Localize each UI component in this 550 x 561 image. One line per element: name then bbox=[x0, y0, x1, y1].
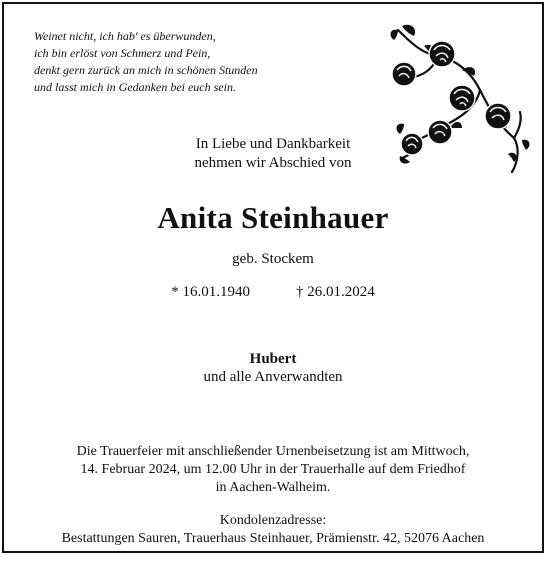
life-dates bbox=[4, 284, 542, 301]
condolence-heading: Kondolenzadresse: bbox=[219, 513, 327, 528]
condolence-address-line: Bestattungen Sauren, Trauerhaus Steinhauer, Prämienstr. 42, 52076 Aachen bbox=[61, 531, 485, 546]
poem-line: und lasst mich in Gedanken bei euch sein. bbox=[34, 80, 236, 94]
death-date: † 26.01.2024 bbox=[296, 284, 375, 300]
poem-line: denkt gern zurück an mich in schönen Stunden bbox=[34, 63, 258, 77]
deceased-name: Anita Steinhauer bbox=[157, 200, 389, 235]
intro-line: In Liebe und Dankbarkeit bbox=[195, 136, 351, 152]
poem-line: Weinet nicht, ich hab' es überwunden, bbox=[34, 29, 216, 43]
birth-name: geb. Stockem bbox=[232, 251, 314, 267]
poem bbox=[34, 28, 258, 96]
ceremony-line: Die Trauerfeier mit anschließender Urnenbeisetzung ist am Mittwoch, bbox=[76, 444, 470, 459]
intro-text bbox=[4, 135, 542, 173]
birth-date: * 16.01.1940 bbox=[171, 284, 250, 300]
mourners bbox=[4, 350, 542, 386]
poem-line: ich bin erlöst von Schmerz und Pein, bbox=[34, 46, 211, 60]
ceremony-line: in Aachen-Walheim. bbox=[215, 480, 331, 495]
mourner-others: und alle Anverwandten bbox=[203, 369, 343, 385]
ceremony-line: 14. Februar 2024, um 12.00 Uhr in der Trauerhalle auf dem Friedhof bbox=[80, 462, 466, 477]
intro-line: nehmen wir Abschied von bbox=[194, 155, 352, 171]
condolence-address bbox=[4, 512, 542, 548]
mourner-name: Hubert bbox=[249, 351, 297, 367]
obituary-notice bbox=[2, 2, 544, 553]
ceremony-info bbox=[4, 443, 542, 497]
